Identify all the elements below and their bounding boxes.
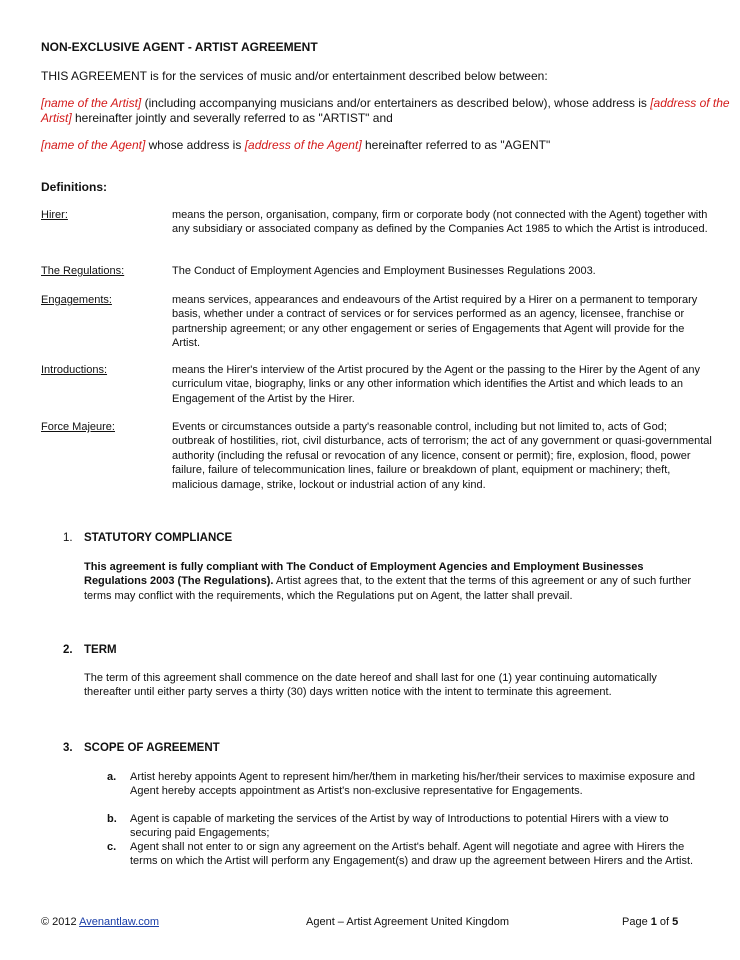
footer-website-link[interactable]: Avenantlaw.com [79, 916, 159, 928]
agent-line-text-1: whose address is [145, 138, 245, 152]
artist-name-placeholder: [name of the Artist] [41, 96, 142, 110]
section-1-bold-text: This agreement is fully compliant with The Conduct of Employment Agencies and Employment Businesses Regulations 2003 (The Regulations). [84, 561, 644, 588]
section-2-number: 2. [63, 644, 73, 656]
artist-line-text-2: hereinafter jointly and severally referred to as "ARTIST" and [71, 110, 393, 125]
definition-text-regulations: The Conduct of Employment Agencies and Employment Businesses Regulations 2003. [172, 265, 596, 277]
document-title: NON-EXCLUSIVE AGENT - ARTIST AGREEMENT [41, 40, 318, 54]
scope-item-b-letter: b. [107, 813, 117, 825]
definition-text-hirer: means the person, organisation, company, firm or corporate body (not connected with the Agent) together with any subsidiary or associated company as defined by the Companies Act 1985 to which the Artist is introduced. [172, 209, 708, 236]
section-1-number: 1. [63, 532, 73, 544]
scope-item-c-text: Agent shall not enter to or sign any agreement on the Artist's behalf. Agent will negotiate and agree with Hirers the terms on which the Artist will perform any Engagement(s) and draw up the agreement between Hirers and the Artist. [130, 841, 694, 868]
agent-address-placeholder: [address of the Agent] [244, 138, 362, 152]
definition-term-force-majeure: Force Majeure: [41, 421, 115, 433]
agent-line-text-2: hereinafter referred to as "AGENT" [361, 138, 551, 152]
artist-address-placeholder: [address of the Artist] [41, 96, 730, 125]
definition-term-regulations: The Regulations: [41, 265, 125, 277]
scope-item-c-letter: c. [107, 841, 117, 853]
section-1-paragraph [84, 560, 699, 603]
definition-text-force-majeure: Events or circumstances outside a party's reasonable control, including but not limited to, acts of God; outbreak of hostilities, riot, civil disturbance, acts of terrorism; the act of any government or quasi-governmental authority (including the refusal or revocation of any licence, consent or permit); fire, explosion, flood, power failure, failure of telecommunication lines, failure or breakdown of plant, equipment or machinery; theft, malicious damage, strike, lockout or industrial action of any kind. [172, 421, 712, 491]
footer-copyright-text: © 2012 [41, 916, 80, 928]
scope-item-b-text: Agent is capable of marketing the services of the Artist by way of Introductions to potential Hirers with a view to securing paid Engagements; [130, 813, 669, 840]
agent-name-placeholder: [name of the Agent] [41, 138, 146, 152]
definition-term-engagements: Engagements: [41, 294, 112, 306]
section-1-title: STATUTORY COMPLIANCE [84, 532, 233, 544]
page-prefix: Page [622, 916, 651, 928]
footer-page-number [622, 916, 678, 928]
definition-term-hirer: Hirer: [41, 209, 68, 221]
page-current: 1 [650, 916, 657, 928]
section-3-title: SCOPE OF AGREEMENT [84, 742, 220, 754]
page-total: 5 [672, 916, 679, 928]
definition-text-introductions: means the Hirer's interview of the Artist procured by the Agent or the passing to the Hirer by the Agent of any curriculum vitae, biography, links or any other information which identifies the Artist and which leads to an Engagement of the Artist by the Hirer. [172, 364, 700, 405]
section-2-title: TERM [84, 644, 117, 656]
artist-line-text-1: (including accompanying musicians and/or entertainers as described below), whose address is [141, 96, 651, 110]
footer-document-name: Agent – Artist Agreement United Kingdom [306, 916, 510, 928]
section-3-number: 3. [63, 742, 73, 754]
page-of: of [656, 916, 673, 928]
scope-item-a-letter: a. [107, 771, 117, 783]
agent-party-paragraph [41, 138, 731, 153]
intro-paragraph: THIS AGREEMENT is for the services of music and/or entertainment described below between: [41, 69, 548, 83]
definition-text-engagements: means services, appearances and endeavours of the Artist required by a Hirer on a permanent to temporary basis, whether under a contract of services or for services performed as an agency, licensee, franchise or partnership agreement; or any other engagement or series of Engagements that Agent will provide for the Artist. [172, 294, 698, 350]
definition-term-introductions: Introductions: [41, 364, 108, 376]
artist-party-paragraph [41, 96, 731, 125]
footer-copyright [41, 916, 159, 928]
section-2-paragraph: The term of this agreement shall commence on the date hereof and shall last for one (1) year continuing automatically thereafter until either party serves a thirty (30) days written notice with the intent to terminate this agreement. [84, 672, 657, 699]
section-1-text: Artist agrees that, to the extent that the terms of this agreement or any of such further terms may conflict with the requirements, which the Regulations put on Agent, the latter shall prevail. [84, 575, 692, 602]
scope-item-a-text: Artist hereby appoints Agent to represent him/her/them in marketing his/her/their services to maximise exposure and Agent hereby accepts appointment as Artist's non-exclusive representative for Engagements. [130, 771, 695, 798]
definitions-heading: Definitions: [41, 180, 107, 194]
